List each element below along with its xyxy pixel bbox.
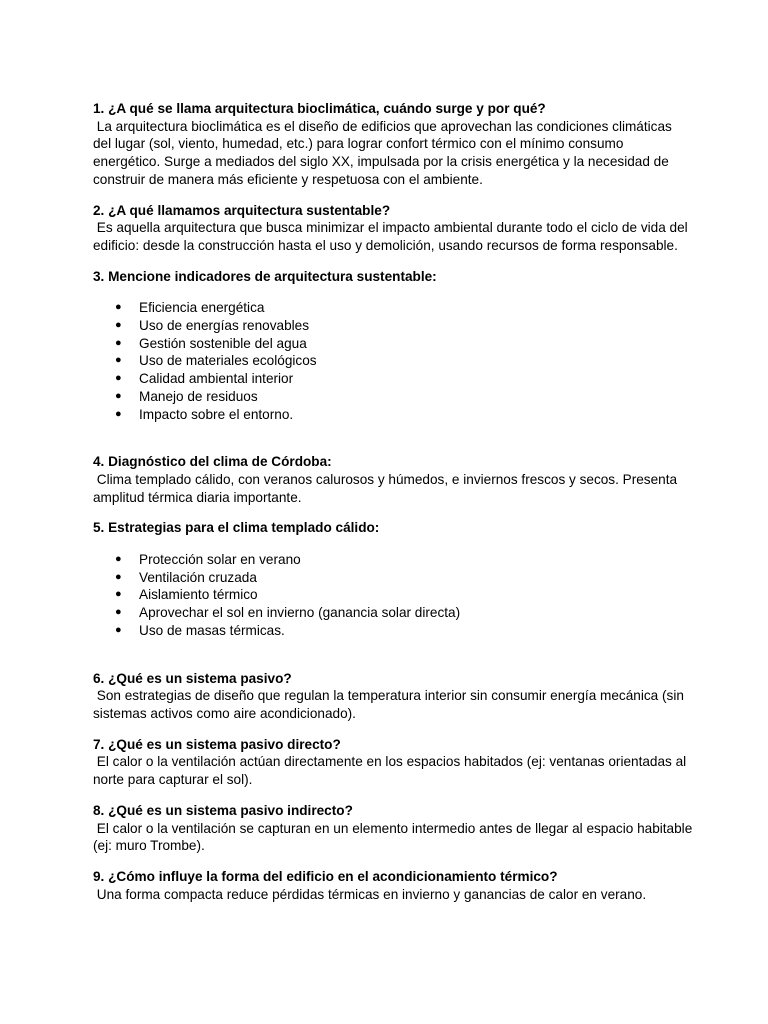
question-6 (93, 670, 693, 723)
question-title: 7. ¿Qué es un sistema pasivo directo? (93, 736, 341, 752)
question-title: 5. Estrategias para el clima templado cálido: (93, 520, 380, 536)
bullet-icon: ● (115, 319, 122, 332)
bullet-icon: ● (115, 354, 122, 367)
question-answer: El calor o la ventilación se capturan en un elemento intermedio antes de llegar al espacio habitable (ej: muro Trombe). (93, 820, 697, 854)
list-item: ● Aislamiento térmico (115, 587, 258, 603)
question-9 (93, 868, 693, 903)
bullet-icon: ● (115, 301, 122, 314)
question-answer: Clima templado cálido, con veranos calurosos y húmedos, e inviernos frescos y secos. Presenta amplitud térmica diaria importante. (93, 471, 681, 505)
question-answer: La arquitectura bioclimática es el diseño de edificios que aprovechan las condiciones climáticas del lugar (sol, viento, humedad, etc.) para lograr confort térmico con el mínimo consumo energético. Surge a mediados del siglo XX, impulsada por la crisis energética y la necesidad de construir de manera más eficiente y respetuosa con el ambiente. (93, 118, 676, 187)
list-item: ● Uso de materiales ecológicos (115, 353, 317, 369)
question-8 (93, 802, 697, 855)
question-title: 2. ¿A qué llamamos arquitectura sustentable? (93, 202, 391, 218)
question-answer: Son estrategias de diseño que regulan la temperatura interior sin consumir energía mecánica (sin sistemas activos como aire acondicionado). (93, 688, 688, 721)
question-answer: El calor o la ventilación actúan directamente en los espacios habitados (ej: ventanas orientadas al norte para capturar el sol). (93, 754, 690, 788)
question-title: 6. ¿Qué es un sistema pasivo? (93, 670, 292, 686)
question-title: 8. ¿Qué es un sistema pasivo indirecto? (93, 802, 353, 818)
bullet-icon: ● (115, 372, 122, 385)
list-item: ● Gestión sostenible del agua (115, 335, 307, 351)
list-item: ● Aprovechar el sol en invierno (ganancia solar directa) (115, 605, 461, 621)
list-item: ● Calidad ambiental interior (115, 371, 294, 387)
question-2 (93, 202, 693, 255)
bullet-icon: ● (115, 606, 122, 619)
list-item: ● Eficiencia energética (115, 300, 265, 316)
question-1 (93, 100, 693, 189)
question-title: 9. ¿Cómo influye la forma del edificio en el acondicionamiento térmico? (93, 868, 558, 884)
bullet-icon: ● (115, 570, 122, 583)
document-page (93, 100, 697, 903)
bullet-icon: ● (115, 389, 122, 402)
bullet-icon: ● (115, 336, 122, 349)
question-3 (93, 268, 693, 424)
question-answer: Una forma compacta reduce pérdidas térmicas en invierno y ganancias de calor en verano. (93, 886, 647, 902)
question-title: 4. Diagnóstico del clima de Córdoba: (93, 454, 332, 470)
bullet-icon: ● (115, 588, 122, 601)
bullet-icon: ● (115, 623, 122, 636)
list-item: ● Impacto sobre el entorno. (115, 406, 294, 422)
question-4 (93, 453, 693, 506)
list-item: ● Protección solar en verano (115, 552, 301, 568)
list-item: ● Uso de masas térmicas. (115, 622, 285, 638)
question-title: 3. Mencione indicadores de arquitectura sustentable: (93, 268, 437, 284)
indicator-list (93, 299, 693, 423)
question-title: 1. ¿A qué se llama arquitectura bioclimática, cuándo surge y por qué? (93, 101, 546, 116)
list-item: ● Manejo de residuos (115, 388, 258, 404)
list-item: ● Ventilación cruzada (115, 569, 257, 585)
strategy-list (93, 551, 693, 640)
question-5 (93, 519, 693, 639)
bullet-icon: ● (115, 407, 122, 420)
question-answer: Es aquella arquitectura que busca minimizar el impacto ambiental durante todo el ciclo de vida del edificio: desde la construcción hasta el uso y demolición, usando recursos de forma responsable. (93, 220, 692, 253)
question-7 (93, 736, 693, 789)
bullet-icon: ● (115, 553, 122, 566)
list-item: ● Uso de energías renovables (115, 318, 310, 334)
